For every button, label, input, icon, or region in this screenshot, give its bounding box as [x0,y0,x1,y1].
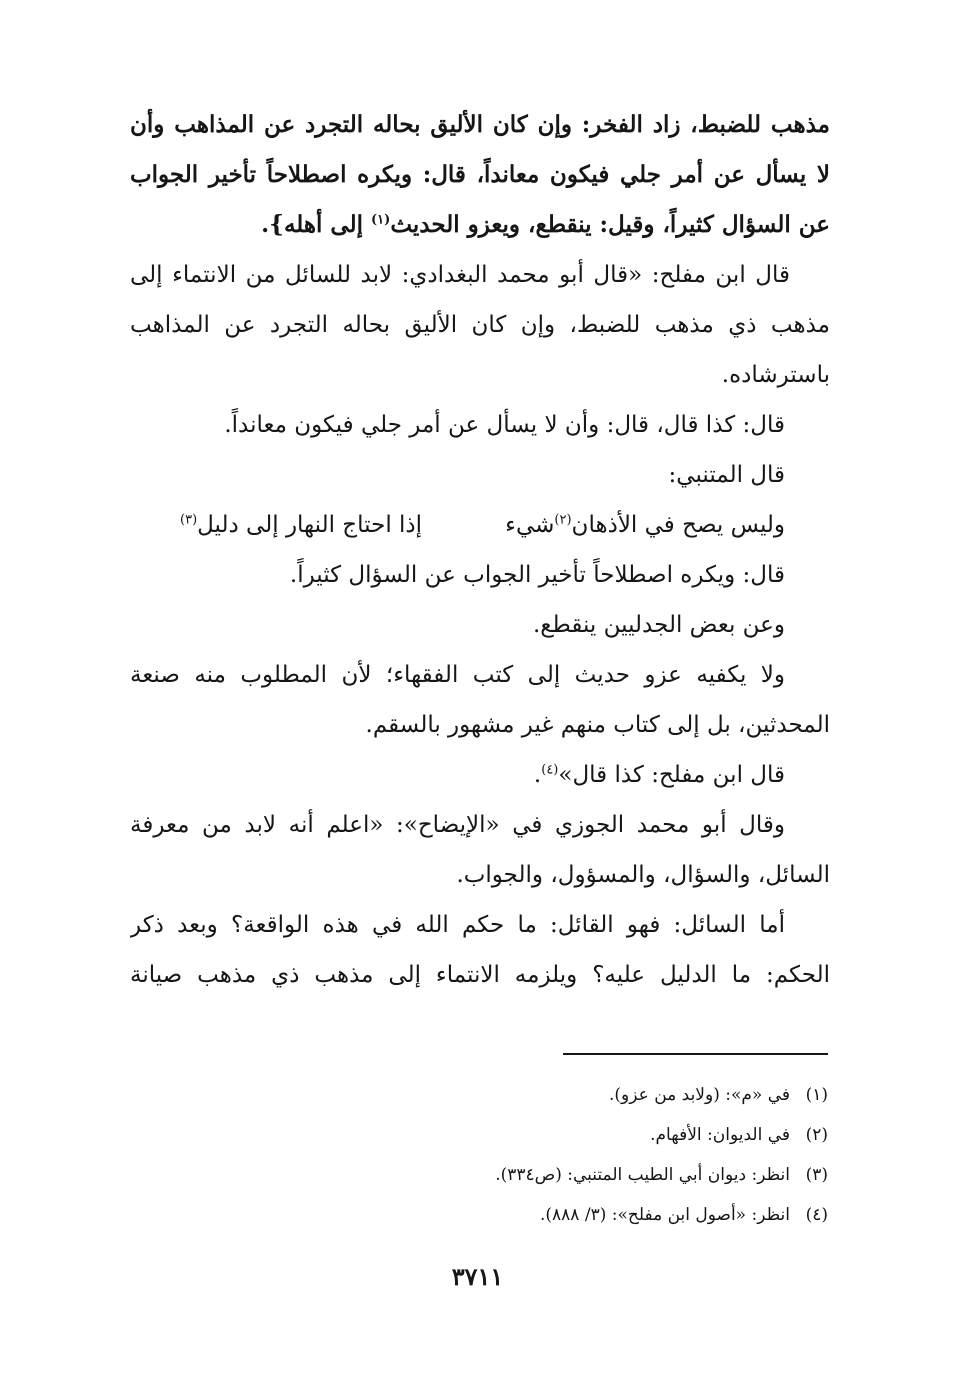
text-line-14-main: قال ابن مفلح: كذا قال» [558,762,785,788]
footnote-text: في «م»: (ولابد من عزو). [609,1085,790,1105]
main-text [130,100,830,1000]
text-line-13: المحدثين، بل إلى كتاب منهم غير مشهور بالسقم. [365,712,830,738]
poem-first-end: شيء [505,512,555,538]
footnote-ref-1: (١) [371,212,391,228]
text-line-2: لا يسأل عن أمر جلي فيكون معانداً، قال: ويكره اصطلاحاً تأخير الجواب [130,161,830,188]
footnotes [130,1075,828,1235]
text-line-11: وعن بعض الجدليين ينقطع. [532,612,785,638]
poem-first-text: وليس يصح في الأذهان [571,512,785,538]
footnote-separator [563,1053,828,1055]
text-line-3-end: إلى أهله}. [261,211,372,238]
footnote-text: انظر: «أصول ابن مفلح»: (٣/ ٨٨٨). [539,1205,790,1225]
text-line-15: وقال أبو محمد الجوزي في «الإيضاح»: «اعلم أنه لابد من معرفة [130,812,785,838]
text-line-4: قال ابن مفلح: «قال أبو محمد البغدادي: لابد للسائل من الانتماء إلى [130,262,790,288]
footnote-1 [130,1075,828,1115]
footnote-text: في الديوان: الأفهام. [650,1125,790,1145]
footnote-4 [130,1195,828,1235]
text-line-8: قال المتنبي: [668,462,785,488]
poem-second-hemistich [180,500,422,550]
text-line-1: مذهب للضبط، زاد الفخر: وإن كان الأليق بحاله التجرد عن المذاهب وأن [130,111,830,138]
text-line-3-main: عن السؤال كثيراً، وقيل: ينقطع، ويعزو الحديث [390,211,830,238]
text-line-14 [130,750,830,800]
footnote-3 [130,1155,828,1195]
footnote-number: (٣) [805,1165,828,1185]
footnote-number: (٢) [805,1125,828,1145]
text-line-5: مذهب ذي مذهب للضبط، وإن كان الأليق بحاله التجرد عن المذاهب [130,312,830,338]
footnote-ref-4: (٤) [541,762,559,778]
text-line-18: الحكم: ما الدليل عليه؟ ويلزمه الانتماء إلى مذهب ذي مذهب صيانة [130,962,830,988]
poem-first-hemistich [505,500,785,550]
footnote-number: (٤) [805,1205,828,1225]
poem-verse [130,500,830,550]
poem-second-text: إذا احتاج النهار إلى دليل [197,512,423,538]
text-line-7: قال: كذا قال، قال: وأن لا يسأل عن أمر جلي فيكون معانداً. [224,412,785,438]
footnote-2 [130,1115,828,1155]
text-line-3 [130,200,830,250]
page-number: ٣٧١١ [451,1262,504,1291]
text-line-12: ولا يكفيه عزو حديث إلى كتب الفقهاء؛ لأن المطلوب منه صنعة [130,662,785,688]
footnote-text: انظر: ديوان أبي الطيب المتنبي: (ص٣٣٤). [495,1165,790,1185]
footnote-ref-2: (٢) [554,512,572,528]
footnote-ref-3: (٣) [180,512,198,528]
text-line-16: السائل، والسؤال، والمسؤول، والجواب. [456,862,830,888]
footnote-number: (١) [805,1085,828,1105]
text-line-6: باسترشاده. [721,362,830,388]
text-line-17: أما السائل: فهو القائل: ما حكم الله في هذه الواقعة؟ وبعد ذكر [130,912,785,938]
text-line-14-end: . [533,762,542,788]
text-line-10: قال: ويكره اصطلاحاً تأخير الجواب عن السؤال كثيراً. [289,562,785,588]
